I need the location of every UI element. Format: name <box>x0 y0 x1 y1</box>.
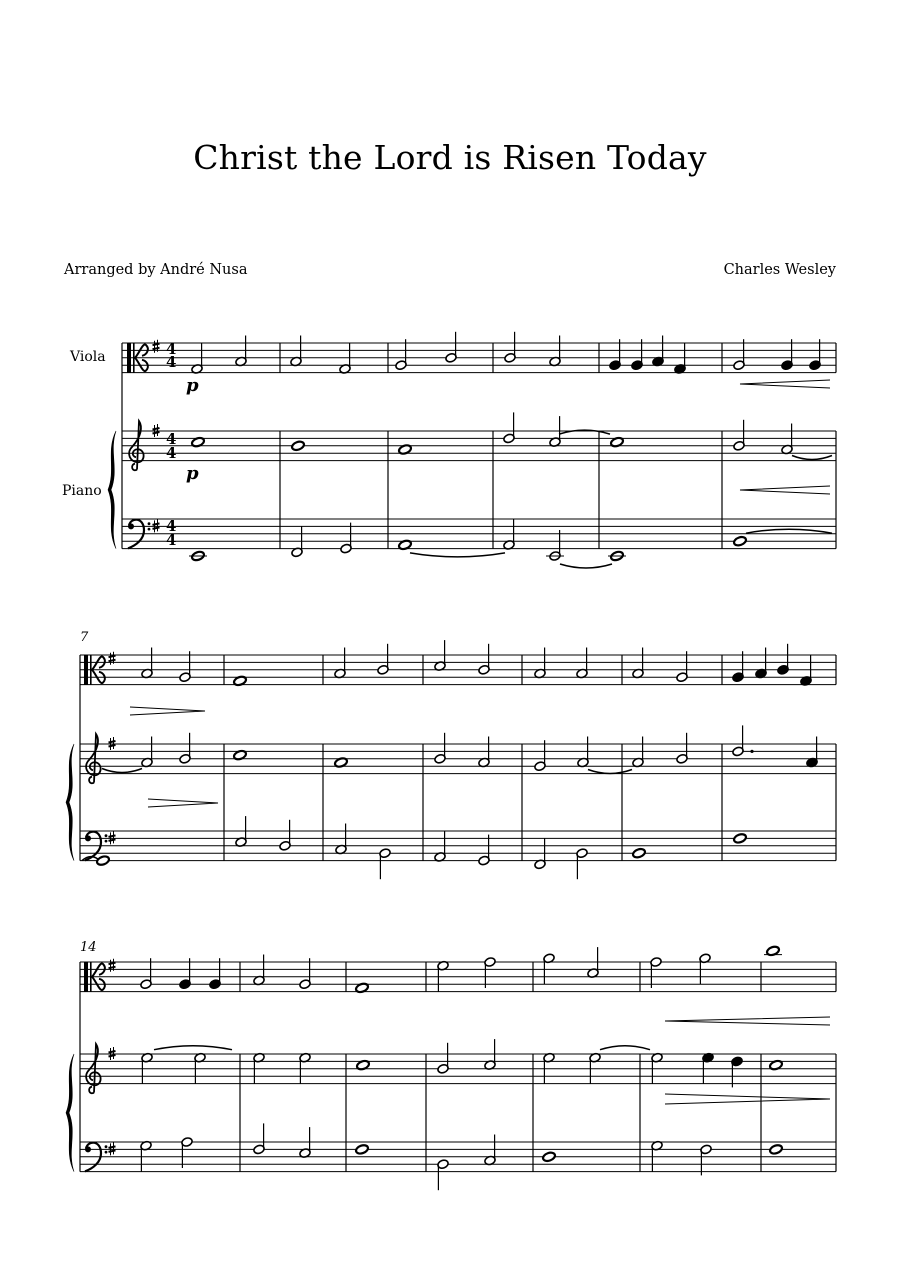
quarter-note <box>179 958 191 989</box>
composer-credit: Charles Wesley <box>723 262 836 278</box>
quarter-note <box>755 648 767 679</box>
half-note <box>340 523 352 554</box>
half-note <box>445 332 457 363</box>
whole-note <box>608 550 626 561</box>
half-note <box>437 1043 449 1074</box>
quarter-note <box>806 737 818 768</box>
measure-number-14: 14 <box>80 940 97 955</box>
half-note <box>179 651 191 682</box>
bass-staff <box>122 519 836 549</box>
half-note <box>141 648 153 679</box>
half-note <box>335 824 347 855</box>
half-note <box>279 820 291 851</box>
dynamic-piano: p <box>186 463 199 484</box>
half-note <box>484 957 496 988</box>
half-note <box>235 336 247 367</box>
half-note <box>434 640 446 671</box>
half-note <box>733 420 745 451</box>
half-note <box>577 737 589 768</box>
half-note <box>781 424 793 455</box>
tie <box>410 553 505 557</box>
piano-brace <box>108 431 116 549</box>
half-note <box>140 958 152 989</box>
half-note <box>534 740 546 771</box>
crescendo-hairpin <box>665 1094 830 1104</box>
viola-staff <box>122 343 836 373</box>
decrescendo-hairpin <box>130 707 205 715</box>
whole-note <box>355 1144 369 1155</box>
whole-note <box>764 945 782 956</box>
time-signature-viola <box>166 340 176 371</box>
half-note <box>253 1052 265 1083</box>
half-note <box>235 816 247 847</box>
half-note <box>484 1039 496 1070</box>
half-note <box>437 1159 449 1190</box>
half-note <box>576 848 588 879</box>
tie <box>746 529 832 533</box>
half-note <box>291 526 303 557</box>
quarter-note <box>209 958 221 989</box>
piano-brace <box>66 744 74 861</box>
quarter-note <box>674 343 686 374</box>
piano-label: Piano <box>62 483 102 499</box>
half-note <box>377 644 389 675</box>
half-note <box>434 733 446 764</box>
quarter-note <box>777 644 789 675</box>
half-note <box>549 336 561 367</box>
viola-staff <box>80 962 836 992</box>
quarter-note <box>609 339 621 370</box>
svg-text:4: 4 <box>166 430 177 448</box>
half-note <box>179 733 191 764</box>
half-note <box>699 953 711 984</box>
half-note <box>253 955 265 986</box>
half-note <box>253 1123 265 1154</box>
quarter-note <box>652 336 664 367</box>
half-note <box>503 519 515 550</box>
tie <box>154 1046 232 1050</box>
whole-note <box>189 550 207 561</box>
half-note <box>478 644 490 675</box>
half-note <box>191 343 203 374</box>
whole-note <box>542 1151 556 1162</box>
piano-brace <box>66 1054 74 1172</box>
half-note <box>478 737 490 768</box>
half-note <box>478 835 490 866</box>
half-note <box>700 1144 712 1175</box>
half-note <box>651 1140 663 1171</box>
svg-text:4: 4 <box>166 353 177 371</box>
half-note <box>543 1052 555 1083</box>
crescendo-hairpin <box>740 380 830 388</box>
quarter-note <box>800 655 812 686</box>
whole-note <box>733 833 747 844</box>
svg-text:4: 4 <box>166 531 177 549</box>
whole-note <box>96 855 110 866</box>
whole-note <box>291 440 305 451</box>
treble-staff <box>80 1054 836 1084</box>
half-note <box>549 416 561 447</box>
half-note <box>503 412 515 443</box>
half-note <box>181 1137 193 1168</box>
half-note <box>650 957 662 988</box>
measure-number-7: 7 <box>80 630 89 645</box>
crescendo-hairpin <box>665 1017 830 1025</box>
tie <box>560 564 612 568</box>
half-note <box>290 336 302 367</box>
half-note <box>543 953 555 984</box>
dot <box>750 750 753 753</box>
half-note <box>504 332 516 363</box>
tie <box>792 456 832 460</box>
tie <box>600 1046 650 1050</box>
half-note <box>141 1052 153 1083</box>
half-note <box>334 648 346 679</box>
half-note <box>299 1127 311 1158</box>
half-note <box>632 737 644 768</box>
half-note <box>676 651 688 682</box>
crescendo-hairpin <box>740 486 830 494</box>
bass-staff <box>80 1142 836 1172</box>
half-note <box>589 1052 601 1083</box>
svg-text:4: 4 <box>166 340 177 358</box>
decrescendo-hairpin <box>148 799 218 807</box>
half-note <box>676 733 688 764</box>
quarter-note <box>809 339 821 370</box>
quarter-note <box>702 1052 714 1083</box>
half-note <box>651 1052 663 1083</box>
half-note <box>434 831 446 862</box>
whole-note <box>733 536 747 547</box>
quarter-note <box>731 1056 743 1087</box>
quarter-note <box>781 339 793 370</box>
treble-staff <box>122 431 836 461</box>
arranger-credit: Arranged by André Nusa <box>64 262 248 278</box>
quarter-note <box>732 651 744 682</box>
half-note <box>140 1140 152 1171</box>
half-note <box>299 958 311 989</box>
half-note <box>732 725 744 756</box>
half-note <box>395 339 407 370</box>
score-title: Christ the Lord is Risen Today <box>193 138 707 177</box>
whole-note <box>632 848 646 859</box>
half-note <box>632 648 644 679</box>
quarter-note <box>631 339 643 370</box>
half-note <box>379 848 391 879</box>
svg-text:4: 4 <box>166 444 177 462</box>
svg-text:4: 4 <box>166 517 177 535</box>
half-note <box>339 343 351 374</box>
half-note <box>733 339 745 370</box>
half-note <box>437 960 449 991</box>
half-note <box>576 648 588 679</box>
dynamic-viola: p <box>186 375 199 396</box>
half-note <box>484 1135 496 1166</box>
half-note <box>141 737 153 768</box>
tie <box>588 770 632 774</box>
tie <box>102 769 142 773</box>
half-note <box>299 1052 311 1083</box>
half-note <box>534 838 546 869</box>
half-note <box>194 1052 206 1083</box>
half-note <box>534 648 546 679</box>
time-signature-bass <box>166 517 176 549</box>
half-note <box>587 947 599 978</box>
viola-label: Viola <box>70 349 106 365</box>
whole-note <box>769 1144 783 1155</box>
half-note <box>546 530 564 561</box>
